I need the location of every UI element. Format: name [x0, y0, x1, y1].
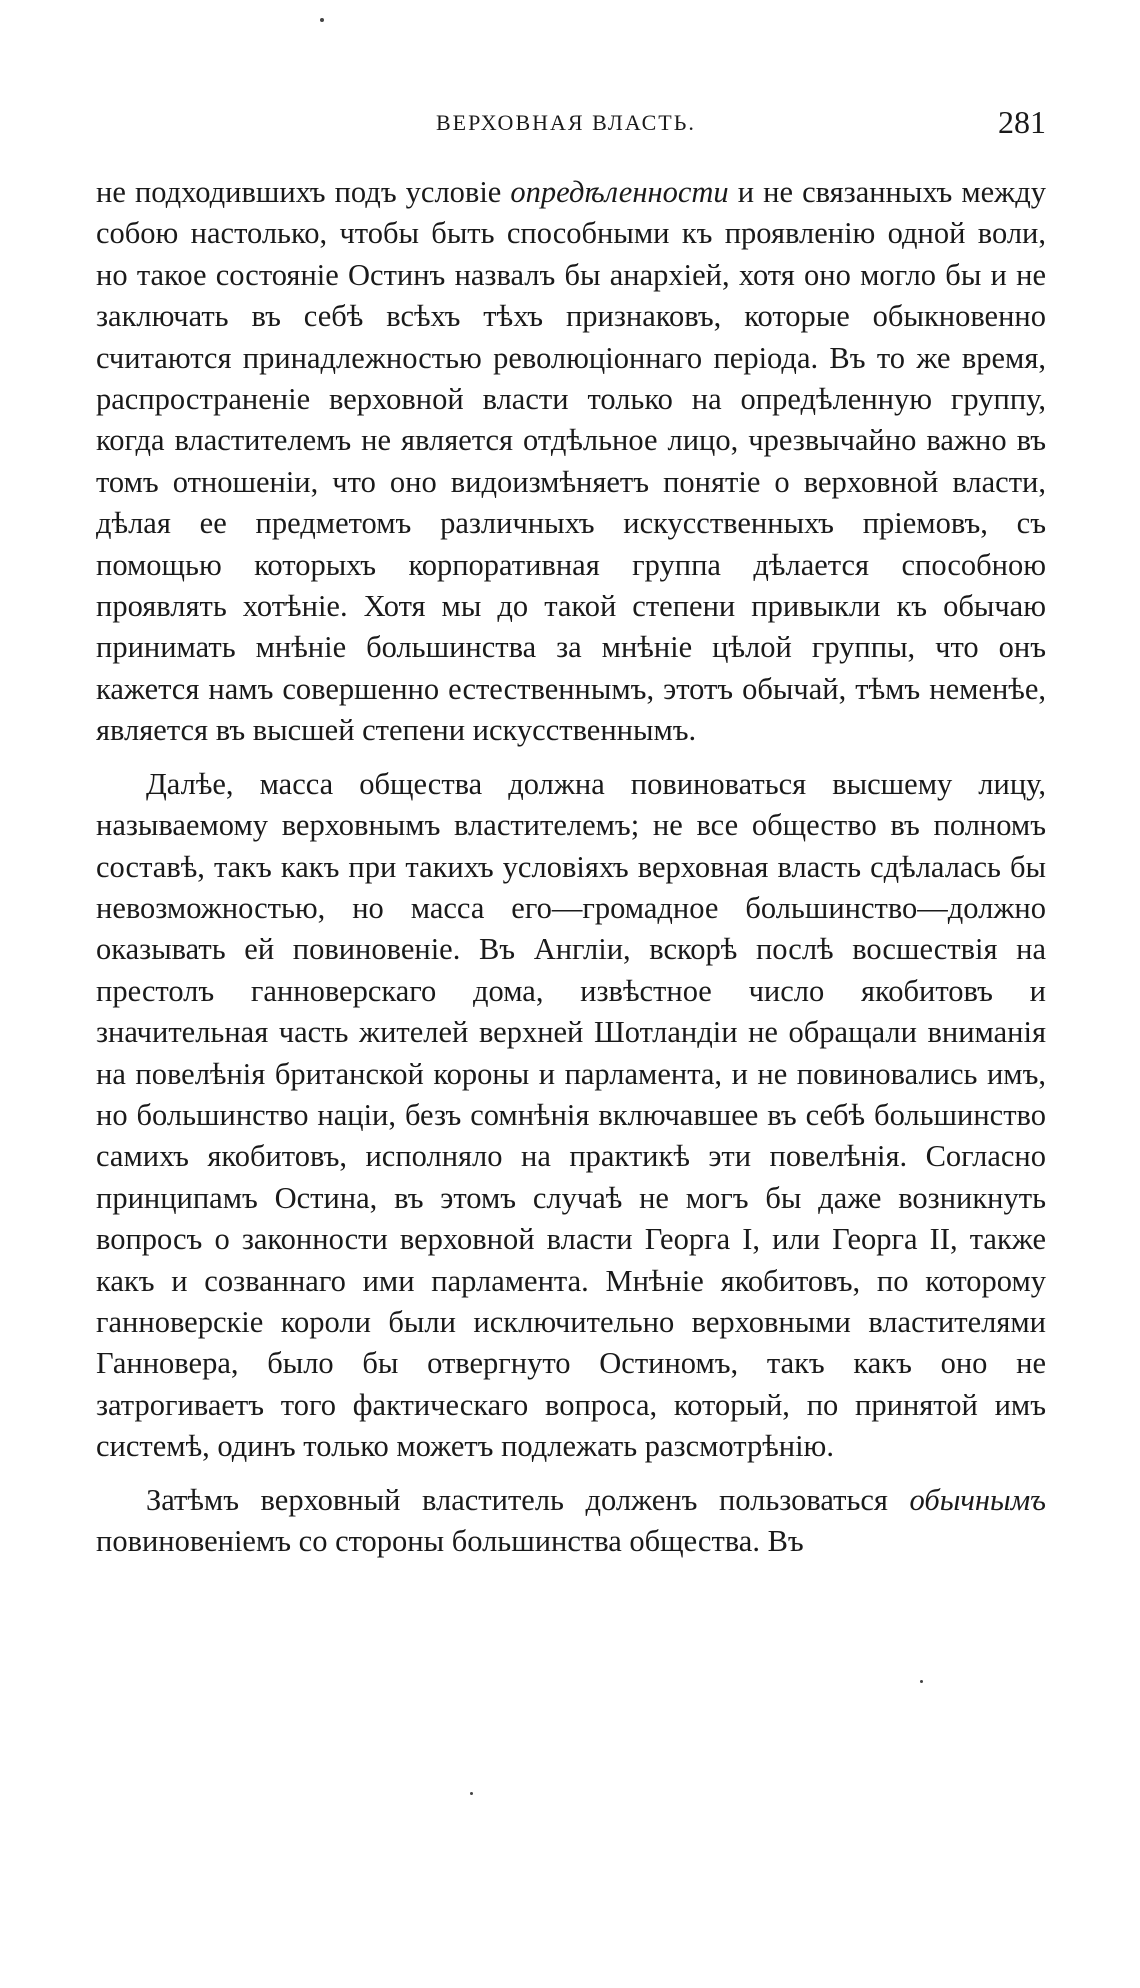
paragraph-2 — [96, 764, 1046, 1468]
print-speck — [320, 18, 324, 22]
print-speck — [470, 1792, 473, 1795]
paragraph-1-text: не подходившихъ подъ условіе — [96, 175, 511, 209]
paragraph-2-text: Далѣе, масса общества должна повиноваться высшему лицу, называемому верховнымъ властителемъ; не все общество въ полномъ составѣ, такъ какъ при такихъ условіяхъ верховная власть сдѣлалась бы невозможностью, но масса его—громадное большинство—должно оказывать ей повиновеніе. Въ Англіи, вскорѣ послѣ восшествія на престолъ ганноверскаго дома, извѣстное число якобитовъ и значительная часть жителей верхней Шотландіи не обращали вниманія на повелѣнія британской короны и парламента, и не повиновались имъ, но большинство націи, безъ сомнѣнія включавшее въ себѣ большинство самихъ якобитовъ, исполняло на практикѣ эти повелѣнія. Согласно принципамъ Остина, въ этомъ случаѣ не могъ бы даже возникнуть вопросъ о законности верховной власти Георга I, или Георга II, также какъ и созваннаго ими парламента. Мнѣніе якобитовъ, по которому ганноверскіе короли были исключительно верховными властителями Ганновера, было бы отвергнуто Остиномъ, такъ какъ оно не затрогиваетъ того фактическаго вопроса, который, по принятой имъ системѣ, одинъ только можетъ подлежать разсмотрѣнію. — [96, 766, 1046, 1464]
paragraph-3 — [96, 1480, 1046, 1563]
running-head: ВЕРХОВНАЯ ВЛАСТЬ. — [436, 110, 696, 135]
paragraph-1-text-cont: и не связанныхъ между собою настолько, чтобы быть способными къ проявленію одной воли, но такое состояніе Остинъ назвалъ бы анархіей, хотя оно могло бы и не заключать въ себѣ всѣхъ тѣхъ признаковъ, которые обыкновенно считаются принадлежностью революціоннаго періода. Въ то же время, распространеніе верховной власти только на опредѣленную группу, когда властителемъ не является отдѣльное лицо, чрезвычайно важно въ томъ отношеніи, что оно видоизмѣняетъ понятіе о верховной власти, дѣлая ее предметомъ различныхъ искусственныхъ пріемовъ, съ помощью которыхъ корпоративная группа дѣлается способною проявлять хотѣніе. Хотя мы до такой степени привыкли къ обычаю принимать мнѣніе большинства за мнѣніе цѣлой группы, что онъ кажется намъ совершенно естественнымъ, этотъ обычай, тѣмъ неменѣе, является въ высшей степени искусственнымъ. — [96, 175, 1046, 748]
paragraph-3-text: Затѣмъ верховный властитель долженъ пользоваться — [146, 1482, 910, 1517]
paragraph-3-italic: обычнымъ — [909, 1482, 1046, 1517]
paragraph-3-text-cont: повиновеніемъ со стороны большинства общества. Въ — [96, 1524, 804, 1558]
page-number: 281 — [998, 104, 1046, 140]
body-text — [96, 172, 1046, 1574]
paragraph-1 — [96, 172, 1046, 752]
page-header — [96, 104, 1046, 144]
paragraph-1-italic: опредѣленности — [510, 175, 729, 209]
print-speck — [920, 1680, 923, 1683]
